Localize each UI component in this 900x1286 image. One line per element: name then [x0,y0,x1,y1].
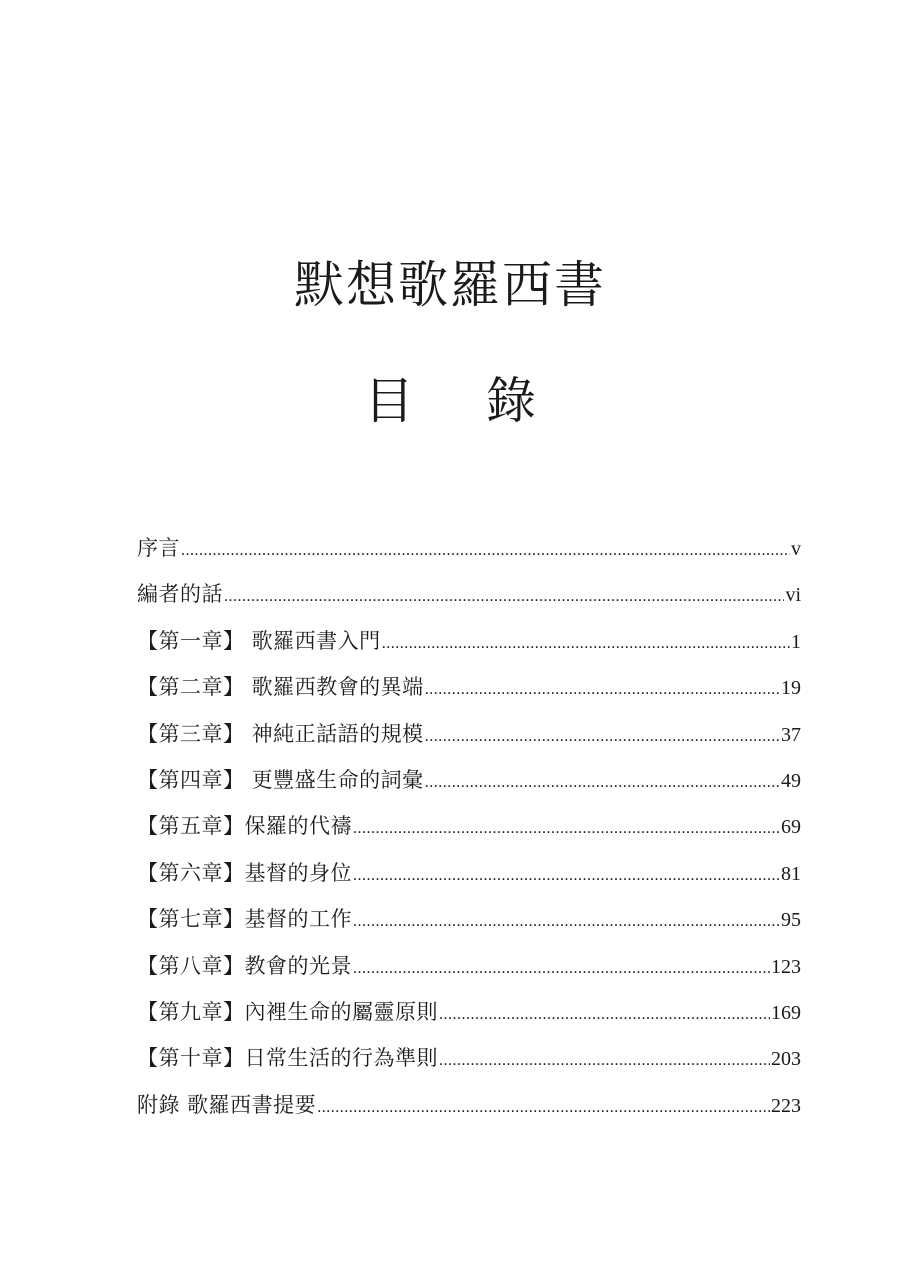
toc-entry-page: 69 [781,816,801,839]
dot-leader [353,946,770,992]
toc-entry-editors-note[interactable] [137,571,801,617]
table-of-contents [137,525,801,1128]
toc-entry-chapter-4[interactable] [137,757,801,803]
toc-entry-chapter-8[interactable] [137,943,801,989]
toc-entry-page: 95 [781,909,801,932]
toc-entry-label: 【第十章】日常生活的行為準則 [137,1046,438,1071]
toc-entry-page: 1 [791,630,801,653]
toc-entry-chapter-9[interactable] [137,989,801,1035]
toc-entry-chapter-5[interactable] [137,803,801,849]
dot-leader [439,992,770,1038]
dot-leader [425,760,780,806]
toc-entry-chapter-6[interactable] [137,850,801,896]
dot-leader [382,621,790,667]
toc-entry-page: 123 [771,955,801,978]
dot-leader [353,853,780,899]
toc-entry-label: 【第七章】基督的工作 [137,907,352,932]
dot-leader [181,528,790,574]
dot-leader [224,574,784,620]
toc-entry-chapter-2[interactable] [137,664,801,710]
toc-entry-chapter-10[interactable] [137,1035,801,1081]
toc-entry-label: 【第四章】 更豐盛生命的詞彙 [137,767,424,792]
dot-leader [353,806,780,852]
toc-heading-char-1: 目 [364,372,414,430]
toc-entry-page: vi [785,584,801,607]
toc-entry-label: 【第五章】保羅的代禱 [137,814,352,839]
toc-heading-char-2: 錄 [486,372,536,430]
toc-entry-label: 編者的話 [137,582,223,607]
dot-leader [317,1085,770,1131]
toc-entry-chapter-1[interactable] [137,618,801,664]
toc-entry-label: 【第八章】教會的光景 [137,953,352,978]
toc-entry-label: 【第一章】 歌羅西書入門 [137,628,381,653]
toc-entry-label: 【第二章】 歌羅西教會的異端 [137,675,424,700]
toc-entry-label: 【第六章】基督的身位 [137,860,352,885]
dot-leader [425,714,780,760]
toc-entry-label: 附錄 歌羅西書提要 [137,1092,317,1117]
toc-entry-label: 序言 [137,536,180,560]
dot-leader [439,1038,770,1084]
dot-leader [425,667,780,713]
toc-heading [0,366,900,436]
toc-entry-page: 203 [771,1048,801,1071]
toc-entry-page: 223 [771,1094,801,1117]
toc-entry-preface[interactable] [137,525,801,571]
dot-leader [353,899,780,945]
toc-entry-label: 【第三章】 神純正話語的規模 [137,721,424,746]
toc-entry-page: v [791,538,801,560]
toc-entry-chapter-7[interactable] [137,896,801,942]
toc-entry-page: 19 [781,677,801,700]
toc-entry-chapter-3[interactable] [137,711,801,757]
toc-entry-appendix[interactable] [137,1082,801,1128]
toc-entry-page: 49 [781,769,801,792]
toc-entry-page: 81 [781,862,801,885]
toc-entry-label: 【第九章】內裡生命的屬靈原則 [137,999,438,1024]
book-title: 默想歌羅西書 [294,256,606,314]
toc-entry-page: 37 [781,723,801,746]
toc-entry-page: 169 [771,1001,801,1024]
